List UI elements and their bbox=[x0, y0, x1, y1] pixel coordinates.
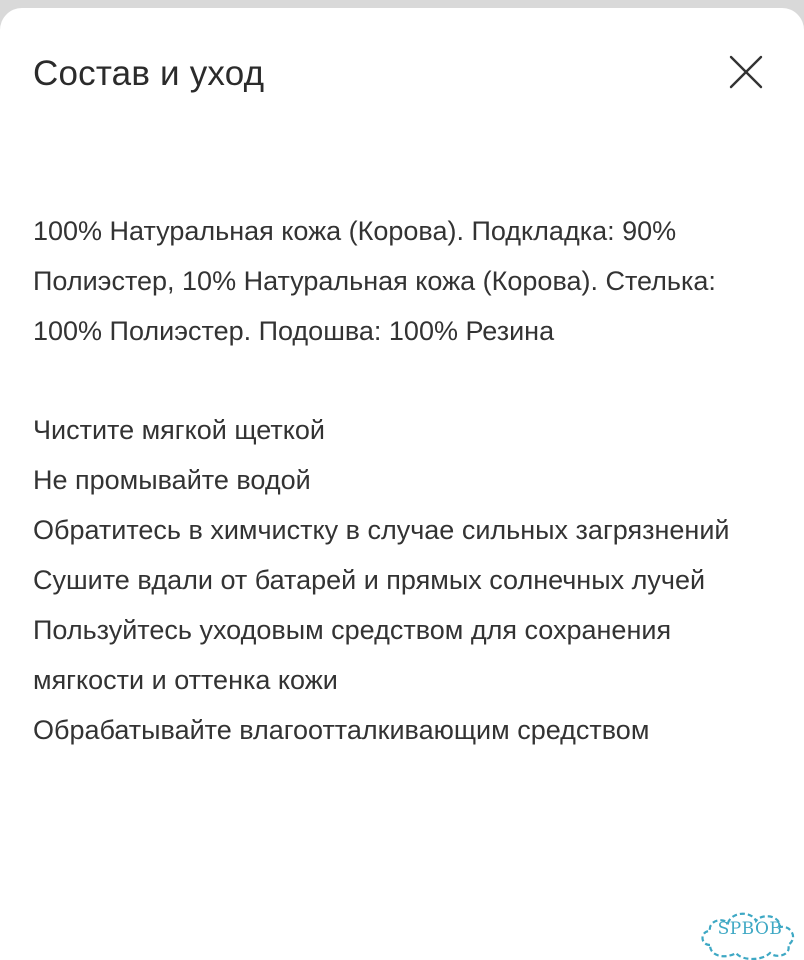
watermark-text: SPBOB bbox=[717, 919, 783, 939]
care-info-panel bbox=[0, 8, 804, 960]
care-item: Не промывайте водой bbox=[33, 465, 311, 495]
panel-content bbox=[33, 206, 768, 755]
care-item: Чистите мягкой щеткой bbox=[33, 415, 325, 445]
care-item: Пользуйтесь уходовым средством для сохранения мягкости и оттенка кожи bbox=[33, 615, 672, 695]
care-item: Сушите вдали от батарей и прямых солнечных лучей bbox=[33, 565, 706, 595]
care-instructions bbox=[33, 405, 768, 755]
close-icon bbox=[722, 48, 770, 96]
watermark-logo bbox=[696, 901, 804, 960]
close-button[interactable] bbox=[722, 48, 770, 96]
care-item: Обрабатывайте влагоотталкивающим средством bbox=[33, 715, 650, 745]
composition-text: 100% Натуральная кожа (Корова). Подкладка: 90% Полиэстер, 10% Натуральная кожа (Корова). Стелька: 100% Полиэстер. Подошва: 100% Резина bbox=[33, 216, 716, 346]
panel-title: Состав и уход bbox=[33, 54, 265, 93]
care-item: Обратитесь в химчистку в случае сильных загрязнений bbox=[33, 515, 730, 545]
